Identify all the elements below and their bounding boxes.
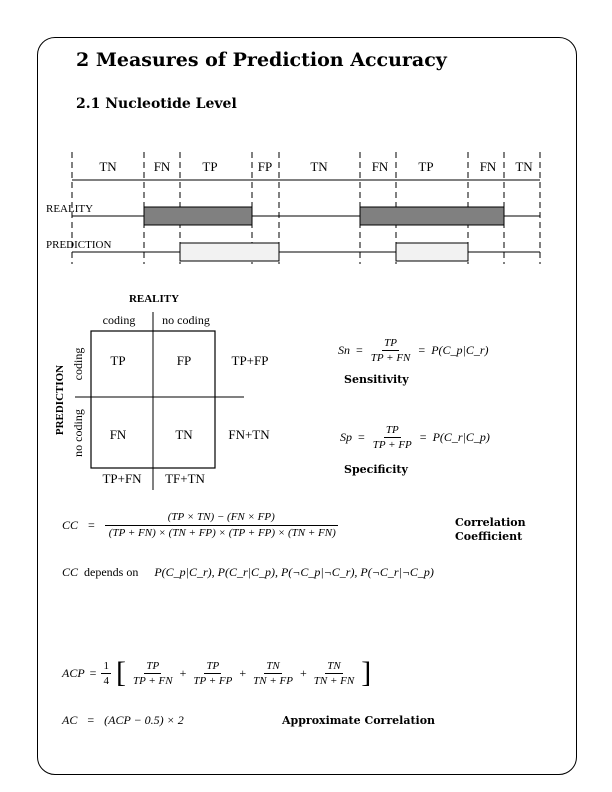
acp-coef-den: 4 <box>103 674 109 687</box>
acp-term <box>191 660 234 687</box>
ac-caption: Approximate Correlation <box>282 714 436 727</box>
specificity-fraction <box>371 424 414 451</box>
cc-denominator: (TP + FN) × (TN + FP) × (TP + FP) × (TN + FN) <box>105 525 338 539</box>
matrix-cell: TN <box>175 427 193 442</box>
equals-sign: = <box>356 343 363 357</box>
matrix-col-total: TF+TN <box>165 471 205 486</box>
sensitivity-denominator: TP + FN <box>370 352 411 364</box>
reality-coding-block <box>360 207 504 225</box>
matrix-row-header: no coding <box>71 409 85 457</box>
cc-depends-prefix: CC <box>62 565 79 579</box>
matrix-col-header: coding <box>102 313 136 327</box>
segment-label: TN <box>515 159 533 174</box>
matrix-cell: TP <box>110 353 126 368</box>
matrix-prediction-header: PREDICTION <box>54 364 66 436</box>
segment-label: TN <box>99 159 117 174</box>
left-bracket: [ <box>115 656 126 689</box>
prediction-coding-block <box>180 243 279 261</box>
reality-track-label: REALITY <box>46 203 94 215</box>
acp-coef-num: 1 <box>103 659 109 672</box>
subsection-title: 2.1 Nucleotide Level <box>76 96 237 112</box>
plus-sign: + <box>179 665 187 680</box>
equals-sign: = <box>87 713 95 727</box>
acp-term-den: TP + FN <box>132 674 173 687</box>
acp-term <box>251 660 295 687</box>
specificity-lhs: Sp <box>340 430 352 444</box>
acp-term-den: TN + FN <box>313 674 355 687</box>
matrix-cell: FP <box>176 353 192 368</box>
plus-sign: + <box>239 665 247 680</box>
acp-term-num: TN <box>266 659 280 672</box>
equals-sign: = <box>418 343 426 357</box>
prediction-coding-block <box>396 243 468 261</box>
cc-caption <box>455 516 526 544</box>
matrix-row-header: coding <box>71 347 85 381</box>
segment-label: TP <box>418 159 434 174</box>
acp-term-num: TN <box>327 659 341 672</box>
segment-label: FN <box>371 159 389 174</box>
acp-term <box>312 660 356 687</box>
right-bracket: ] <box>361 656 372 689</box>
cc-numerator: (TP × TN) − (FN × FP) <box>148 511 295 526</box>
matrix-col-total: TP+FN <box>102 471 142 486</box>
ac-lhs: AC <box>62 713 78 727</box>
cc-caption-line: Coefficient <box>455 530 523 543</box>
segment-label: FN <box>479 159 497 174</box>
segment-label: FP <box>257 159 273 174</box>
confusion-matrix <box>0 280 290 500</box>
matrix-col-header: no coding <box>162 313 210 327</box>
section-title: 2 Measures of Prediction Accuracy <box>76 49 447 71</box>
acp-lhs: ACP <box>62 665 85 680</box>
cc-depends-text: depends on <box>84 565 139 579</box>
acp-formula <box>62 658 371 688</box>
specificity-rhs: P(C_r|C_p) <box>432 430 490 444</box>
sensitivity-numerator: TP <box>384 337 398 349</box>
matrix-reality-header: REALITY <box>128 293 180 305</box>
acp-coefficient <box>101 660 111 687</box>
matrix-row-total: FN+TN <box>228 427 270 442</box>
ac-formula <box>62 713 184 728</box>
sensitivity-formula <box>338 337 489 364</box>
segment-label: TP <box>202 159 218 174</box>
equals-sign: = <box>89 665 97 680</box>
specificity-caption: Specificity <box>344 463 408 476</box>
segment-label: FN <box>153 159 171 174</box>
equals-sign: = <box>88 517 95 532</box>
cc-caption-line: Correlation <box>455 516 526 529</box>
equals-sign: = <box>419 430 427 444</box>
segment-label: TN <box>310 159 328 174</box>
ac-rhs: (ACP − 0.5) × 2 <box>104 713 184 727</box>
cc-lhs: CC <box>62 517 79 532</box>
specificity-denominator: TP + FP <box>372 439 412 451</box>
cc-depends-line <box>62 565 434 580</box>
cc-depends-terms: P(C_p|C_r), P(C_r|C_p), P(¬C_p|¬C_r), P(¬C_r|¬C_p) <box>154 565 434 579</box>
matrix-row-total: TP+FP <box>231 353 269 368</box>
acp-term <box>131 660 175 687</box>
sensitivity-caption: Sensitivity <box>344 373 409 386</box>
prediction-track-label: PREDICTION <box>46 239 112 251</box>
sensitivity-fraction <box>369 337 413 364</box>
acp-term-num: TP <box>206 659 220 672</box>
plus-sign: + <box>299 665 307 680</box>
sensitivity-lhs: Sn <box>338 343 350 357</box>
sensitivity-rhs: P(C_p|C_r) <box>431 343 489 357</box>
cc-fraction <box>105 511 338 539</box>
matrix-cell: FN <box>109 427 127 442</box>
acp-term-num: TP <box>146 659 160 672</box>
cc-formula <box>62 511 338 539</box>
equals-sign: = <box>358 430 365 444</box>
acp-term-den: TN + FP <box>253 674 293 687</box>
nucleotide-diagram <box>0 0 612 300</box>
specificity-numerator: TP <box>385 424 399 436</box>
reality-coding-block <box>144 207 252 225</box>
acp-term-den: TP + FP <box>193 674 233 687</box>
specificity-formula <box>340 424 490 451</box>
